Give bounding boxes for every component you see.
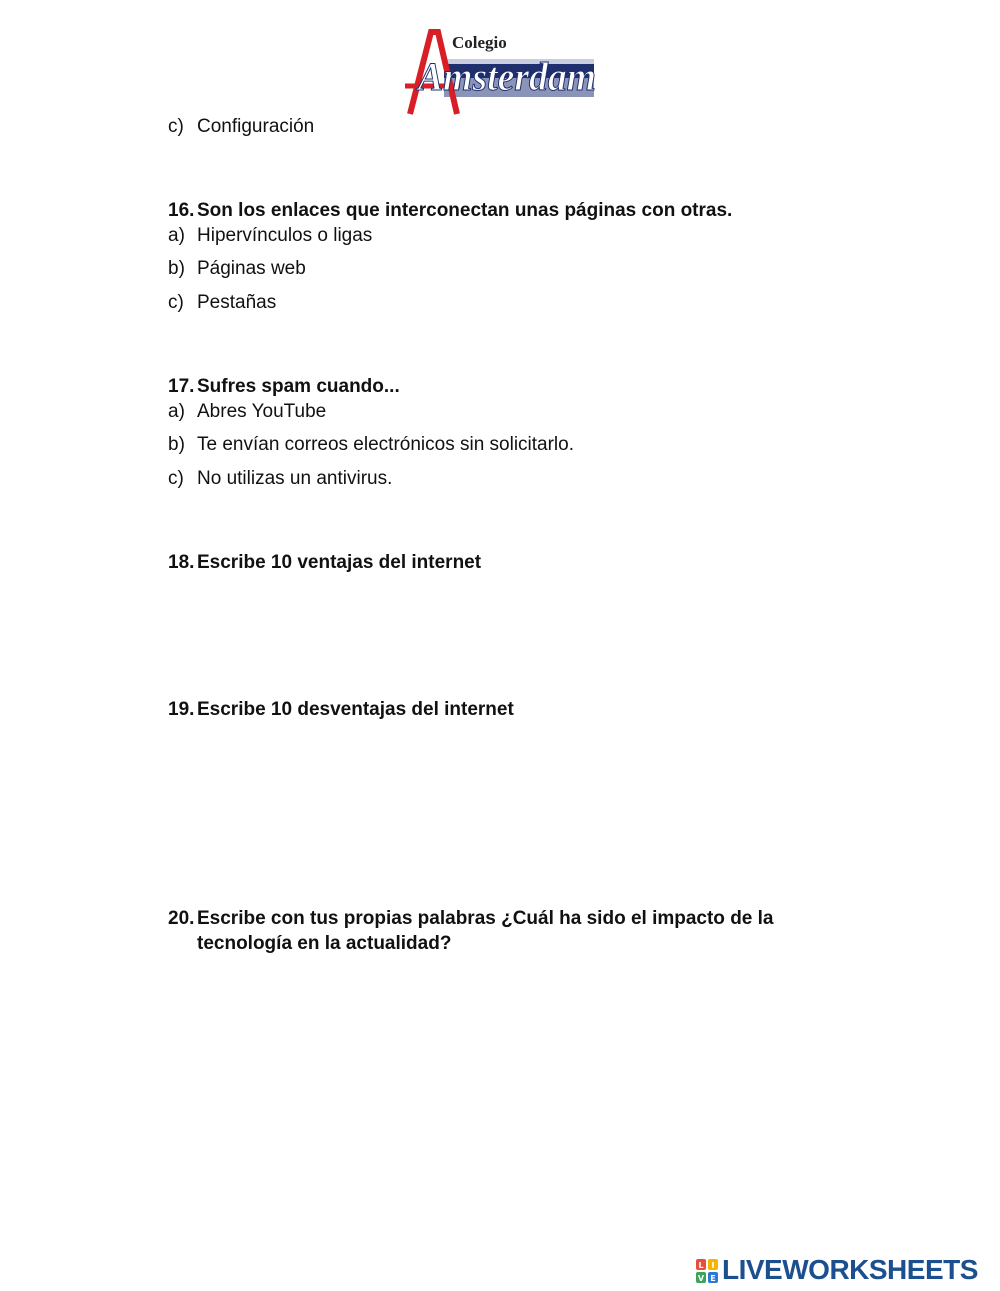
question-number: 17. bbox=[168, 376, 195, 397]
liveworksheets-brand bbox=[696, 1252, 996, 1288]
svg-text:V: V bbox=[697, 1274, 705, 1283]
logo-main-text: Amsterdam bbox=[415, 54, 596, 99]
question-text: Son los enlaces que interconectan unas páginas con otras. bbox=[197, 200, 733, 221]
option-text: Abres YouTube bbox=[197, 401, 327, 422]
question-number: 16. bbox=[168, 200, 195, 221]
svg-text:I: I bbox=[711, 1261, 715, 1270]
brand-text: LIVEWORKSHEETS bbox=[722, 1254, 978, 1285]
school-logo bbox=[400, 26, 605, 118]
svg-text:L: L bbox=[698, 1261, 704, 1270]
option-text: Hipervínculos o ligas bbox=[197, 225, 373, 246]
option-label: c) bbox=[168, 292, 184, 313]
option-label: a) bbox=[168, 225, 185, 246]
option-label: c) bbox=[168, 116, 184, 137]
question-text-line1: Escribe con tus propias palabras ¿Cuál ha sido el impacto de la bbox=[197, 908, 774, 929]
svg-text:E: E bbox=[710, 1274, 716, 1283]
logo-top-text: Colegio bbox=[452, 33, 507, 52]
question-number: 20. bbox=[168, 908, 195, 929]
question-text-line2: tecnología en la actualidad? bbox=[197, 933, 452, 954]
option-label: b) bbox=[168, 258, 185, 279]
option-text: Pestañas bbox=[197, 292, 277, 313]
option-text: No utilizas un antivirus. bbox=[197, 468, 393, 489]
option-label: b) bbox=[168, 434, 185, 455]
option-text: Páginas web bbox=[197, 258, 306, 279]
option-label: a) bbox=[168, 401, 185, 422]
question-number: 18. bbox=[168, 552, 195, 573]
question-text: Escribe 10 ventajas del internet bbox=[197, 552, 482, 573]
option-text: Configuración bbox=[197, 116, 315, 137]
liveworksheets-icon bbox=[696, 1259, 718, 1283]
question-text: Sufres spam cuando... bbox=[197, 376, 400, 397]
question-number: 19. bbox=[168, 699, 195, 720]
question-text: Escribe 10 desventajas del internet bbox=[197, 699, 514, 720]
option-text: Te envían correos electrónicos sin solicitarlo. bbox=[197, 434, 575, 455]
option-label: c) bbox=[168, 468, 184, 489]
